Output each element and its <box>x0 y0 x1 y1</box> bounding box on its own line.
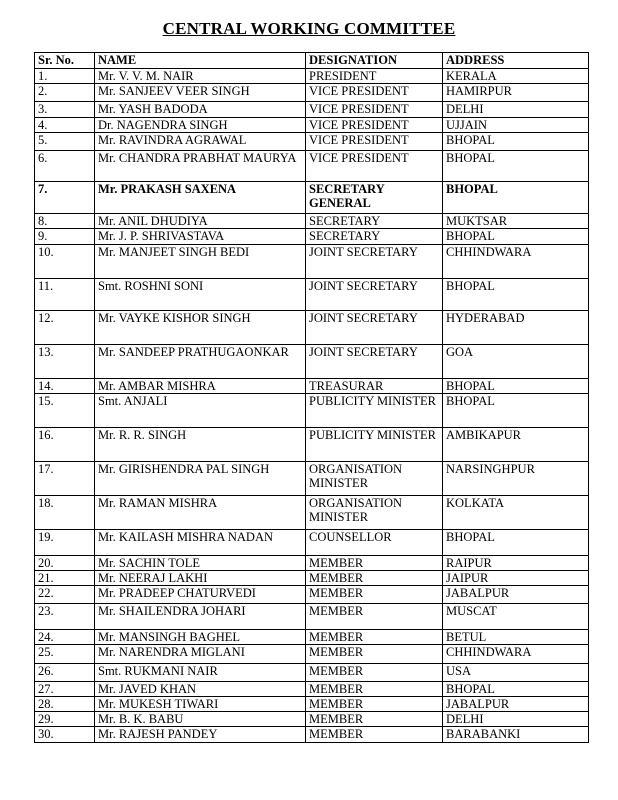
cell-sr-no: 18. <box>35 496 95 530</box>
cell-designation: MEMBER <box>306 712 443 727</box>
cell-address: DELHI <box>443 102 589 118</box>
cell-address: HAMIRPUR <box>443 84 589 102</box>
cell-sr-no: 28. <box>35 697 95 712</box>
cell-sr-no: 5. <box>35 133 95 151</box>
cell-designation: VICE PRESIDENT <box>306 133 443 151</box>
table-row <box>35 697 589 712</box>
table-row <box>35 182 589 214</box>
cell-address: NARSINGHPUR <box>443 462 589 496</box>
cell-designation: PRESIDENT <box>306 69 443 84</box>
cell-sr-no: 21. <box>35 571 95 586</box>
table-row <box>35 496 589 530</box>
cell-address: KERALA <box>443 69 589 84</box>
cell-name: Mr. NARENDRA MIGLANI <box>95 645 306 664</box>
cell-designation: TREASURAR <box>306 379 443 394</box>
cell-address: BHOPAL <box>443 394 589 428</box>
cell-address: MUKTSAR <box>443 214 589 229</box>
table-row <box>35 214 589 229</box>
cell-address: AMBIKAPUR <box>443 428 589 462</box>
cell-name: Mr. RAJESH PANDEY <box>95 727 306 743</box>
cell-address: JAIPUR <box>443 571 589 586</box>
cell-designation: MEMBER <box>306 556 443 571</box>
cell-designation: JOINT SECRETARY <box>306 345 443 379</box>
cell-name: Mr. NEERAJ LAKHI <box>95 571 306 586</box>
cell-designation: VICE PRESIDENT <box>306 102 443 118</box>
table-row <box>35 229 589 245</box>
cell-sr-no: 16. <box>35 428 95 462</box>
cell-name: Mr. JAVED KHAN <box>95 682 306 697</box>
cell-name: Mr. R. R. SINGH <box>95 428 306 462</box>
table-row <box>35 462 589 496</box>
cell-designation: MEMBER <box>306 697 443 712</box>
table-row <box>35 133 589 151</box>
table-header-row <box>35 53 589 69</box>
header-name: NAME <box>95 53 306 69</box>
table-row <box>35 345 589 379</box>
cell-designation: SECRETARY <box>306 214 443 229</box>
cell-designation: SECRETARY GENERAL <box>306 182 443 214</box>
cell-name: Mr. CHANDRA PRABHAT MAURYA <box>95 151 306 182</box>
table-row <box>35 84 589 102</box>
cell-sr-no: 24. <box>35 630 95 645</box>
cell-name: Smt. RUKMANI NAIR <box>95 664 306 682</box>
cell-sr-no: 4. <box>35 118 95 133</box>
cell-sr-no: 11. <box>35 279 95 311</box>
cell-address: KOLKATA <box>443 496 589 530</box>
cell-address: BHOPAL <box>443 151 589 182</box>
table-row <box>35 118 589 133</box>
cell-designation: MEMBER <box>306 645 443 664</box>
cell-designation: VICE PRESIDENT <box>306 84 443 102</box>
cell-name: Mr. J. P. SHRIVASTAVA <box>95 229 306 245</box>
cell-sr-no: 6. <box>35 151 95 182</box>
cell-name: Mr. YASH BADODA <box>95 102 306 118</box>
cell-name: Mr. MANJEET SINGH BEDI <box>95 245 306 279</box>
cell-sr-no: 14. <box>35 379 95 394</box>
table-row <box>35 727 589 743</box>
cell-address: JABALPUR <box>443 697 589 712</box>
cell-name: Mr. SHAILENDRA JOHARI <box>95 604 306 630</box>
cell-name: Mr. RAMAN MISHRA <box>95 496 306 530</box>
cell-designation: MEMBER <box>306 586 443 604</box>
cell-designation: VICE PRESIDENT <box>306 118 443 133</box>
cell-name: Mr. RAVINDRA AGRAWAL <box>95 133 306 151</box>
cell-name: Mr. SACHIN TOLE <box>95 556 306 571</box>
cell-address: BETUL <box>443 630 589 645</box>
cell-name: Mr. AMBAR MISHRA <box>95 379 306 394</box>
cell-designation: SECRETARY <box>306 229 443 245</box>
cell-designation: MEMBER <box>306 571 443 586</box>
cell-name: Mr. ANIL DHUDIYA <box>95 214 306 229</box>
cell-name: Mr. SANJEEV VEER SINGH <box>95 84 306 102</box>
table-row <box>35 664 589 682</box>
cell-designation: JOINT SECRETARY <box>306 245 443 279</box>
table-row <box>35 645 589 664</box>
cell-designation: PUBLICITY MINISTER <box>306 428 443 462</box>
cell-address: HYDERABAD <box>443 311 589 345</box>
cell-name: Mr. MUKESH TIWARI <box>95 697 306 712</box>
cell-sr-no: 22. <box>35 586 95 604</box>
cell-name: Mr. V. V. M. NAIR <box>95 69 306 84</box>
table-row <box>35 712 589 727</box>
cell-address: DELHI <box>443 712 589 727</box>
cell-address: MUSCAT <box>443 604 589 630</box>
cell-name: Mr. PRADEEP CHATURVEDI <box>95 586 306 604</box>
committee-table <box>34 52 589 743</box>
cell-designation: VICE PRESIDENT <box>306 151 443 182</box>
cell-name: Mr. SANDEEP PRATHUGAONKAR <box>95 345 306 379</box>
cell-designation: JOINT SECRETARY <box>306 311 443 345</box>
table-row <box>35 245 589 279</box>
cell-address: BARABANKI <box>443 727 589 743</box>
cell-sr-no: 19. <box>35 530 95 556</box>
cell-designation: MEMBER <box>306 630 443 645</box>
table-row <box>35 394 589 428</box>
cell-address: CHHINDWARA <box>443 645 589 664</box>
cell-sr-no: 27. <box>35 682 95 697</box>
table-row <box>35 311 589 345</box>
cell-sr-no: 29. <box>35 712 95 727</box>
cell-designation: ORGANISATION MINISTER <box>306 496 443 530</box>
cell-designation: ORGANISATION MINISTER <box>306 462 443 496</box>
cell-address: GOA <box>443 345 589 379</box>
cell-address: RAIPUR <box>443 556 589 571</box>
table-row <box>35 102 589 118</box>
cell-name: Mr. GIRISHENDRA PAL SINGH <box>95 462 306 496</box>
table-row <box>35 571 589 586</box>
cell-address: USA <box>443 664 589 682</box>
cell-address: BHOPAL <box>443 133 589 151</box>
header-sr-no: Sr. No. <box>35 53 95 69</box>
cell-address: UJJAIN <box>443 118 589 133</box>
table-row <box>35 379 589 394</box>
cell-name: Mr. MANSINGH BAGHEL <box>95 630 306 645</box>
cell-sr-no: 9. <box>35 229 95 245</box>
table-row <box>35 69 589 84</box>
cell-sr-no: 30. <box>35 727 95 743</box>
cell-designation: MEMBER <box>306 664 443 682</box>
table-row <box>35 556 589 571</box>
cell-address: BHOPAL <box>443 530 589 556</box>
cell-name: Mr. PRAKASH SAXENA <box>95 182 306 214</box>
cell-sr-no: 25. <box>35 645 95 664</box>
cell-sr-no: 10. <box>35 245 95 279</box>
cell-designation: MEMBER <box>306 727 443 743</box>
cell-sr-no: 2. <box>35 84 95 102</box>
cell-sr-no: 23. <box>35 604 95 630</box>
cell-sr-no: 8. <box>35 214 95 229</box>
cell-sr-no: 26. <box>35 664 95 682</box>
table-row <box>35 586 589 604</box>
cell-name: Mr. VAYKE KISHOR SINGH <box>95 311 306 345</box>
cell-name: Smt. ROSHNI SONI <box>95 279 306 311</box>
cell-name: Dr. NAGENDRA SINGH <box>95 118 306 133</box>
cell-address: CHHINDWARA <box>443 245 589 279</box>
cell-sr-no: 12. <box>35 311 95 345</box>
cell-sr-no: 7. <box>35 182 95 214</box>
header-address: ADDRESS <box>443 53 589 69</box>
page-title: CENTRAL WORKING COMMITTEE <box>162 19 456 38</box>
table-row <box>35 604 589 630</box>
cell-address: BHOPAL <box>443 279 589 311</box>
cell-address: BHOPAL <box>443 682 589 697</box>
cell-designation: PUBLICITY MINISTER <box>306 394 443 428</box>
table-row <box>35 630 589 645</box>
cell-designation: COUNSELLOR <box>306 530 443 556</box>
cell-address: JABALPUR <box>443 586 589 604</box>
cell-name: Smt. ANJALI <box>95 394 306 428</box>
cell-address: BHOPAL <box>443 229 589 245</box>
cell-address: BHOPAL <box>443 379 589 394</box>
header-designation: DESIGNATION <box>306 53 443 69</box>
table-row <box>35 530 589 556</box>
cell-sr-no: 1. <box>35 69 95 84</box>
table-body <box>35 69 589 743</box>
table-row <box>35 428 589 462</box>
table-row <box>35 279 589 311</box>
cell-name: Mr. B. K. BABU <box>95 712 306 727</box>
cell-designation: MEMBER <box>306 604 443 630</box>
cell-sr-no: 15. <box>35 394 95 428</box>
cell-sr-no: 3. <box>35 102 95 118</box>
cell-sr-no: 20. <box>35 556 95 571</box>
table-row <box>35 682 589 697</box>
cell-designation: JOINT SECRETARY <box>306 279 443 311</box>
cell-sr-no: 17. <box>35 462 95 496</box>
cell-designation: MEMBER <box>306 682 443 697</box>
cell-address: BHOPAL <box>443 182 589 214</box>
table-row <box>35 151 589 182</box>
cell-name: Mr. KAILASH MISHRA NADAN <box>95 530 306 556</box>
cell-sr-no: 13. <box>35 345 95 379</box>
